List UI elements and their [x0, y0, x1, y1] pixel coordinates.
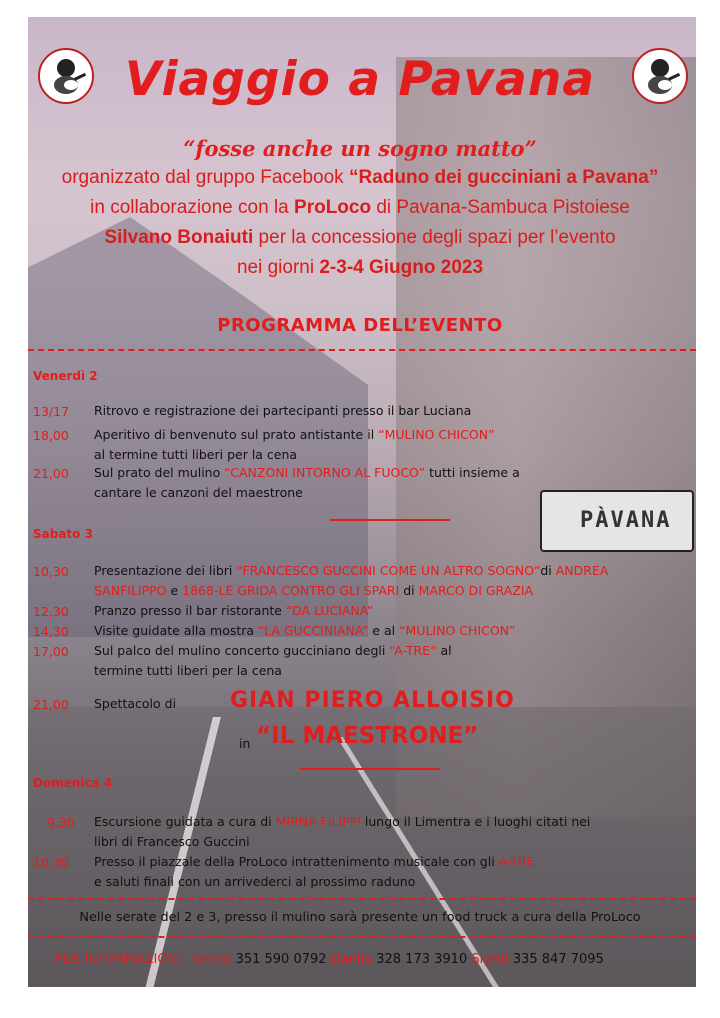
divider	[28, 936, 696, 938]
highlight-text: ANDREA	[555, 563, 609, 578]
event-time: 13/17	[33, 404, 70, 419]
event-line: termine tutti liberi per la cena	[94, 663, 282, 678]
event-text: Sul palco del mulino concerto gucciniano degli	[94, 643, 390, 658]
contact-phone: 335 847 7095	[512, 952, 604, 967]
highlight-text: “A-TRE”	[389, 643, 437, 658]
event-text: tutti insieme a	[425, 465, 520, 480]
event-time: 10,30	[33, 855, 69, 870]
intro-line-2: in collaborazione con la ProLoco di Pavana-Sambuca Pistoiese	[90, 197, 630, 218]
highlight-text: “DA LUCIANA”	[285, 603, 374, 618]
in-label: in	[239, 736, 251, 751]
divider	[28, 898, 696, 900]
event-text: Presentazione dei libri	[94, 563, 237, 578]
event-text: Aperitivo di benvenuto sul prato antistante il	[94, 427, 379, 442]
event-text: di	[399, 583, 419, 598]
event-description	[94, 561, 694, 601]
intro-line-1: organizzato dal gruppo Facebook “Raduno dei gucciniani a Pavana”	[61, 167, 659, 188]
highlight-text: “CANZONI INTORNO AL FUOCO”	[224, 465, 426, 480]
intro-line-3: Silvano Bonaiuti per la concessione degli spazi per l’evento	[104, 227, 616, 248]
divider	[300, 768, 440, 770]
highlight-text: MARCO DI GRAZIA	[418, 583, 534, 598]
event-line: cantare le canzoni del maestrone	[94, 485, 303, 500]
event-text: lungo il Limentra e i luoghi citati nei	[360, 814, 591, 829]
event-line	[94, 401, 694, 421]
event-description	[94, 401, 694, 421]
event-line	[94, 425, 694, 445]
event-line	[94, 852, 694, 872]
program-title: PROGRAMMA DELL’EVENTO	[217, 315, 503, 336]
day-label: Venerdì 2	[33, 369, 98, 383]
event-text: e	[166, 583, 183, 598]
event-line	[94, 561, 694, 581]
event-text: Ritrovo e registrazione dei partecipanti presso il bar Luciana	[94, 403, 472, 418]
event-time: 21,00	[33, 466, 69, 481]
contact-name: Tonino	[189, 952, 232, 967]
highlight-text: 1868-LE GRIDA CONTRO GLI SPARI	[182, 583, 400, 598]
highlight-text: “FRANCESCO GUCCINI COME UN ALTRO SOGNO”	[236, 563, 541, 578]
contact-name: Sigrid	[471, 952, 509, 967]
event-description	[94, 641, 694, 681]
highlight-text: “LA GUCCINIANA”	[258, 623, 369, 638]
event-text: Sul prato del mulino	[94, 465, 225, 480]
event-time: 21,00	[33, 697, 69, 712]
day-label: Domenica 4	[33, 776, 113, 790]
event-time: 10,30	[33, 564, 69, 579]
divider	[330, 519, 450, 521]
event-description	[94, 425, 694, 465]
event-description	[94, 621, 694, 641]
intro-line-4: nei giorni 2-3-4 Giugno 2023	[236, 257, 484, 278]
show-name: “IL MAESTRONE”	[256, 723, 479, 749]
food-truck-note: Nelle serate del 2 e 3, presso il mulino sarà presente un food truck a cura della ProLoco	[79, 910, 641, 925]
info-label: PER INFORMAZIONI:	[55, 952, 186, 967]
highlight-text: “MULINO CHICON”	[378, 427, 495, 442]
event-time: 17,00	[33, 644, 69, 659]
event-description	[94, 601, 694, 621]
event-line: libri di Francesco Guccini	[94, 834, 250, 849]
event-line	[94, 581, 694, 601]
event-line	[94, 812, 694, 832]
highlight-text: MIRNA FILIPPI	[275, 814, 361, 829]
event-line	[94, 463, 694, 483]
event-description	[94, 852, 694, 892]
event-line: e saluti finali con un arrivederci al prossimo raduno	[94, 874, 416, 889]
event-text: di	[540, 563, 556, 578]
contact-phone: 351 590 0792	[235, 952, 327, 967]
contact-info	[55, 952, 604, 967]
event-line	[94, 621, 694, 641]
contact-phone: 328 173 3910	[376, 952, 468, 967]
event-text: Presso il piazzale della ProLoco intrattenimento musicale con gli	[94, 854, 499, 869]
event-time: 18,00	[33, 428, 69, 443]
town-sign: PÀVANA	[540, 490, 694, 552]
event-text: Escursione guidata a cura di	[94, 814, 276, 829]
event-time: 9,30	[47, 815, 75, 830]
event-line: al termine tutti liberi per la cena	[94, 447, 298, 462]
highlight-text: A-TRE	[498, 854, 535, 869]
event-text: Pranzo presso il bar ristorante	[94, 603, 286, 618]
artist-name: GIAN PIERO ALLOISIO	[230, 688, 515, 713]
day-label: Sabato 3	[33, 527, 93, 541]
event-description	[94, 812, 694, 852]
divider	[28, 349, 696, 351]
event-time: 12,30	[33, 604, 69, 619]
page-title: Viaggio a Pavana	[124, 52, 596, 107]
event-line	[94, 641, 694, 661]
event-line	[94, 601, 694, 621]
event-text: e al	[368, 623, 400, 638]
event-description	[94, 463, 694, 503]
highlight-text: “MULINO CHICON”	[399, 623, 516, 638]
subtitle: “fosse anche un sogno matto”	[183, 136, 537, 161]
event-text: al	[436, 643, 452, 658]
event-time: 14,30	[33, 624, 69, 639]
event-text: Visite guidate alla mostra	[94, 623, 259, 638]
highlight-text: SANFILIPPO	[94, 583, 167, 598]
contact-name: Danilo	[330, 952, 373, 967]
event-text: Spettacolo di	[94, 696, 177, 711]
